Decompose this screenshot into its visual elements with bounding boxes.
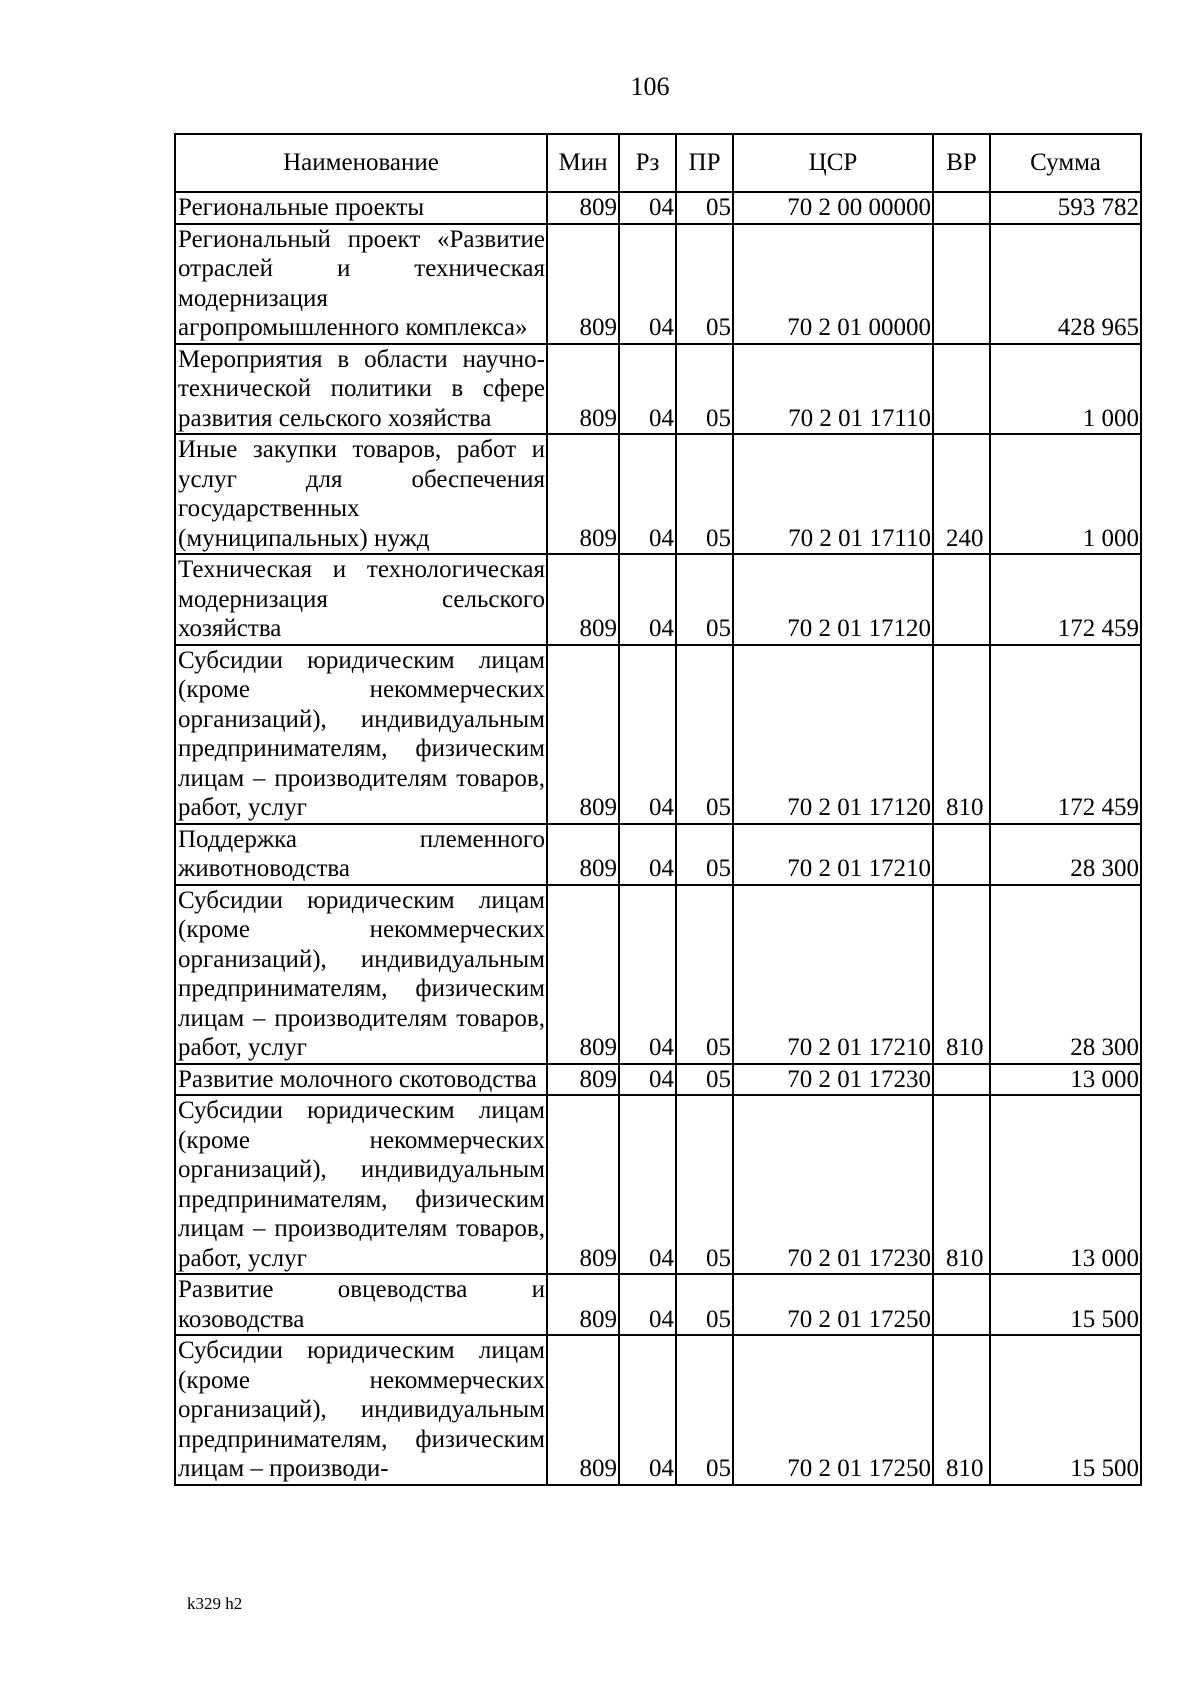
cell-min: 809 <box>547 224 619 344</box>
cell-min: 809 <box>547 192 619 224</box>
cell-vr: 810 <box>933 1335 990 1485</box>
cell-min: 809 <box>547 824 619 885</box>
table-row <box>175 344 1141 435</box>
cell-rz: 04 <box>619 192 676 224</box>
cell-sum: 172 459 <box>990 554 1141 645</box>
table-row <box>175 1335 1141 1485</box>
cell-sum: 13 000 <box>990 1095 1141 1274</box>
cell-csr: 70 2 01 17250 <box>733 1335 933 1485</box>
cell-sum: 1 000 <box>990 344 1141 435</box>
cell-sum: 15 500 <box>990 1274 1141 1335</box>
cell-name: Региональные проекты <box>175 192 547 224</box>
table-row <box>175 1095 1141 1274</box>
budget-table <box>174 133 1142 1486</box>
cell-sum: 172 459 <box>990 645 1141 824</box>
cell-rz: 04 <box>619 434 676 554</box>
cell-vr: 810 <box>933 1095 990 1274</box>
table-row <box>175 1064 1141 1096</box>
cell-csr: 70 2 01 17230 <box>733 1095 933 1274</box>
cell-pr: 05 <box>676 434 733 554</box>
table-row <box>175 554 1141 645</box>
header-rz: Рз <box>619 134 676 192</box>
table-row <box>175 645 1141 824</box>
cell-rz: 04 <box>619 1274 676 1335</box>
cell-csr: 70 2 01 17250 <box>733 1274 933 1335</box>
cell-vr: 810 <box>933 645 990 824</box>
cell-pr: 05 <box>676 824 733 885</box>
cell-rz: 04 <box>619 344 676 435</box>
cell-vr <box>933 824 990 885</box>
cell-min: 809 <box>547 1064 619 1096</box>
cell-name: Субсидии юридическим лицам (кроме некоммерческих организаций), индивидуальным предпринимателям, физическим лицам – производителям товаров, работ, услуг <box>175 645 547 824</box>
header-name: Наименование <box>175 134 547 192</box>
table-body <box>175 192 1141 1485</box>
table-row <box>175 1274 1141 1335</box>
cell-csr: 70 2 00 00000 <box>733 192 933 224</box>
table-row <box>175 192 1141 224</box>
cell-min: 809 <box>547 554 619 645</box>
cell-csr: 70 2 01 00000 <box>733 224 933 344</box>
cell-sum: 1 000 <box>990 434 1141 554</box>
table-row <box>175 824 1141 885</box>
cell-rz: 04 <box>619 554 676 645</box>
page-number: 106 <box>630 72 670 101</box>
cell-name: Субсидии юридическим лицам (кроме некоммерческих организаций), индивидуальным предпринимателям, физическим лицам – производи- <box>175 1335 547 1485</box>
cell-sum: 13 000 <box>990 1064 1141 1096</box>
cell-rz: 04 <box>619 885 676 1064</box>
cell-name: Мероприятия в области научно-технической политики в сфере развития сельского хозяйства <box>175 344 547 435</box>
header-pr: ПР <box>676 134 733 192</box>
cell-csr: 70 2 01 17120 <box>733 645 933 824</box>
table-row <box>175 434 1141 554</box>
cell-vr: 240 <box>933 434 990 554</box>
header-sum: Сумма <box>990 134 1141 192</box>
header-vr: ВР <box>933 134 990 192</box>
cell-vr <box>933 224 990 344</box>
cell-pr: 05 <box>676 344 733 435</box>
cell-min: 809 <box>547 434 619 554</box>
cell-name: Иные закупки товаров, работ и услуг для обеспечения государственных (муниципальных) нужд <box>175 434 547 554</box>
cell-sum: 15 500 <box>990 1335 1141 1485</box>
header-row <box>175 134 1141 192</box>
cell-csr: 70 2 01 17210 <box>733 885 933 1064</box>
cell-name: Техническая и технологическая модернизация сельского хозяйства <box>175 554 547 645</box>
table-row <box>175 885 1141 1064</box>
cell-rz: 04 <box>619 824 676 885</box>
cell-rz: 04 <box>619 1064 676 1096</box>
cell-name: Развитие овцеводства и козоводства <box>175 1274 547 1335</box>
cell-name: Развитие молочного скотоводства <box>175 1064 547 1096</box>
cell-vr <box>933 1274 990 1335</box>
cell-min: 809 <box>547 645 619 824</box>
cell-vr: 810 <box>933 885 990 1064</box>
cell-min: 809 <box>547 1095 619 1274</box>
cell-pr: 05 <box>676 192 733 224</box>
cell-rz: 04 <box>619 645 676 824</box>
cell-vr <box>933 554 990 645</box>
cell-sum: 28 300 <box>990 824 1141 885</box>
header-min: Мин <box>547 134 619 192</box>
cell-csr: 70 2 01 17110 <box>733 344 933 435</box>
cell-vr <box>933 344 990 435</box>
cell-min: 809 <box>547 1335 619 1485</box>
cell-rz: 04 <box>619 224 676 344</box>
cell-min: 809 <box>547 885 619 1064</box>
cell-vr <box>933 192 990 224</box>
cell-name: Региональный проект «Развитие отраслей и техническая модернизация агропромышленного комплекса» <box>175 224 547 344</box>
cell-vr <box>933 1064 990 1096</box>
cell-name: Субсидии юридическим лицам (кроме некоммерческих организаций), индивидуальным предпринимателям, физическим лицам – производителям товаров, работ, услуг <box>175 885 547 1064</box>
table-header <box>175 134 1141 192</box>
cell-pr: 05 <box>676 1095 733 1274</box>
cell-csr: 70 2 01 17120 <box>733 554 933 645</box>
cell-pr: 05 <box>676 1335 733 1485</box>
footer-code: k329 h2 <box>187 1594 243 1613</box>
cell-sum: 28 300 <box>990 885 1141 1064</box>
cell-csr: 70 2 01 17210 <box>733 824 933 885</box>
cell-pr: 05 <box>676 224 733 344</box>
cell-sum: 593 782 <box>990 192 1141 224</box>
cell-pr: 05 <box>676 1064 733 1096</box>
cell-rz: 04 <box>619 1095 676 1274</box>
table-row <box>175 224 1141 344</box>
cell-csr: 70 2 01 17230 <box>733 1064 933 1096</box>
cell-min: 809 <box>547 1274 619 1335</box>
cell-pr: 05 <box>676 885 733 1064</box>
cell-name: Субсидии юридическим лицам (кроме некоммерческих организаций), индивидуальным предпринимателям, физическим лицам – производителям товаров, работ, услуг <box>175 1095 547 1274</box>
cell-rz: 04 <box>619 1335 676 1485</box>
cell-pr: 05 <box>676 645 733 824</box>
cell-name: Поддержка племенного животноводства <box>175 824 547 885</box>
cell-min: 809 <box>547 344 619 435</box>
header-csr: ЦСР <box>733 134 933 192</box>
cell-csr: 70 2 01 17110 <box>733 434 933 554</box>
cell-sum: 428 965 <box>990 224 1141 344</box>
cell-pr: 05 <box>676 1274 733 1335</box>
cell-pr: 05 <box>676 554 733 645</box>
